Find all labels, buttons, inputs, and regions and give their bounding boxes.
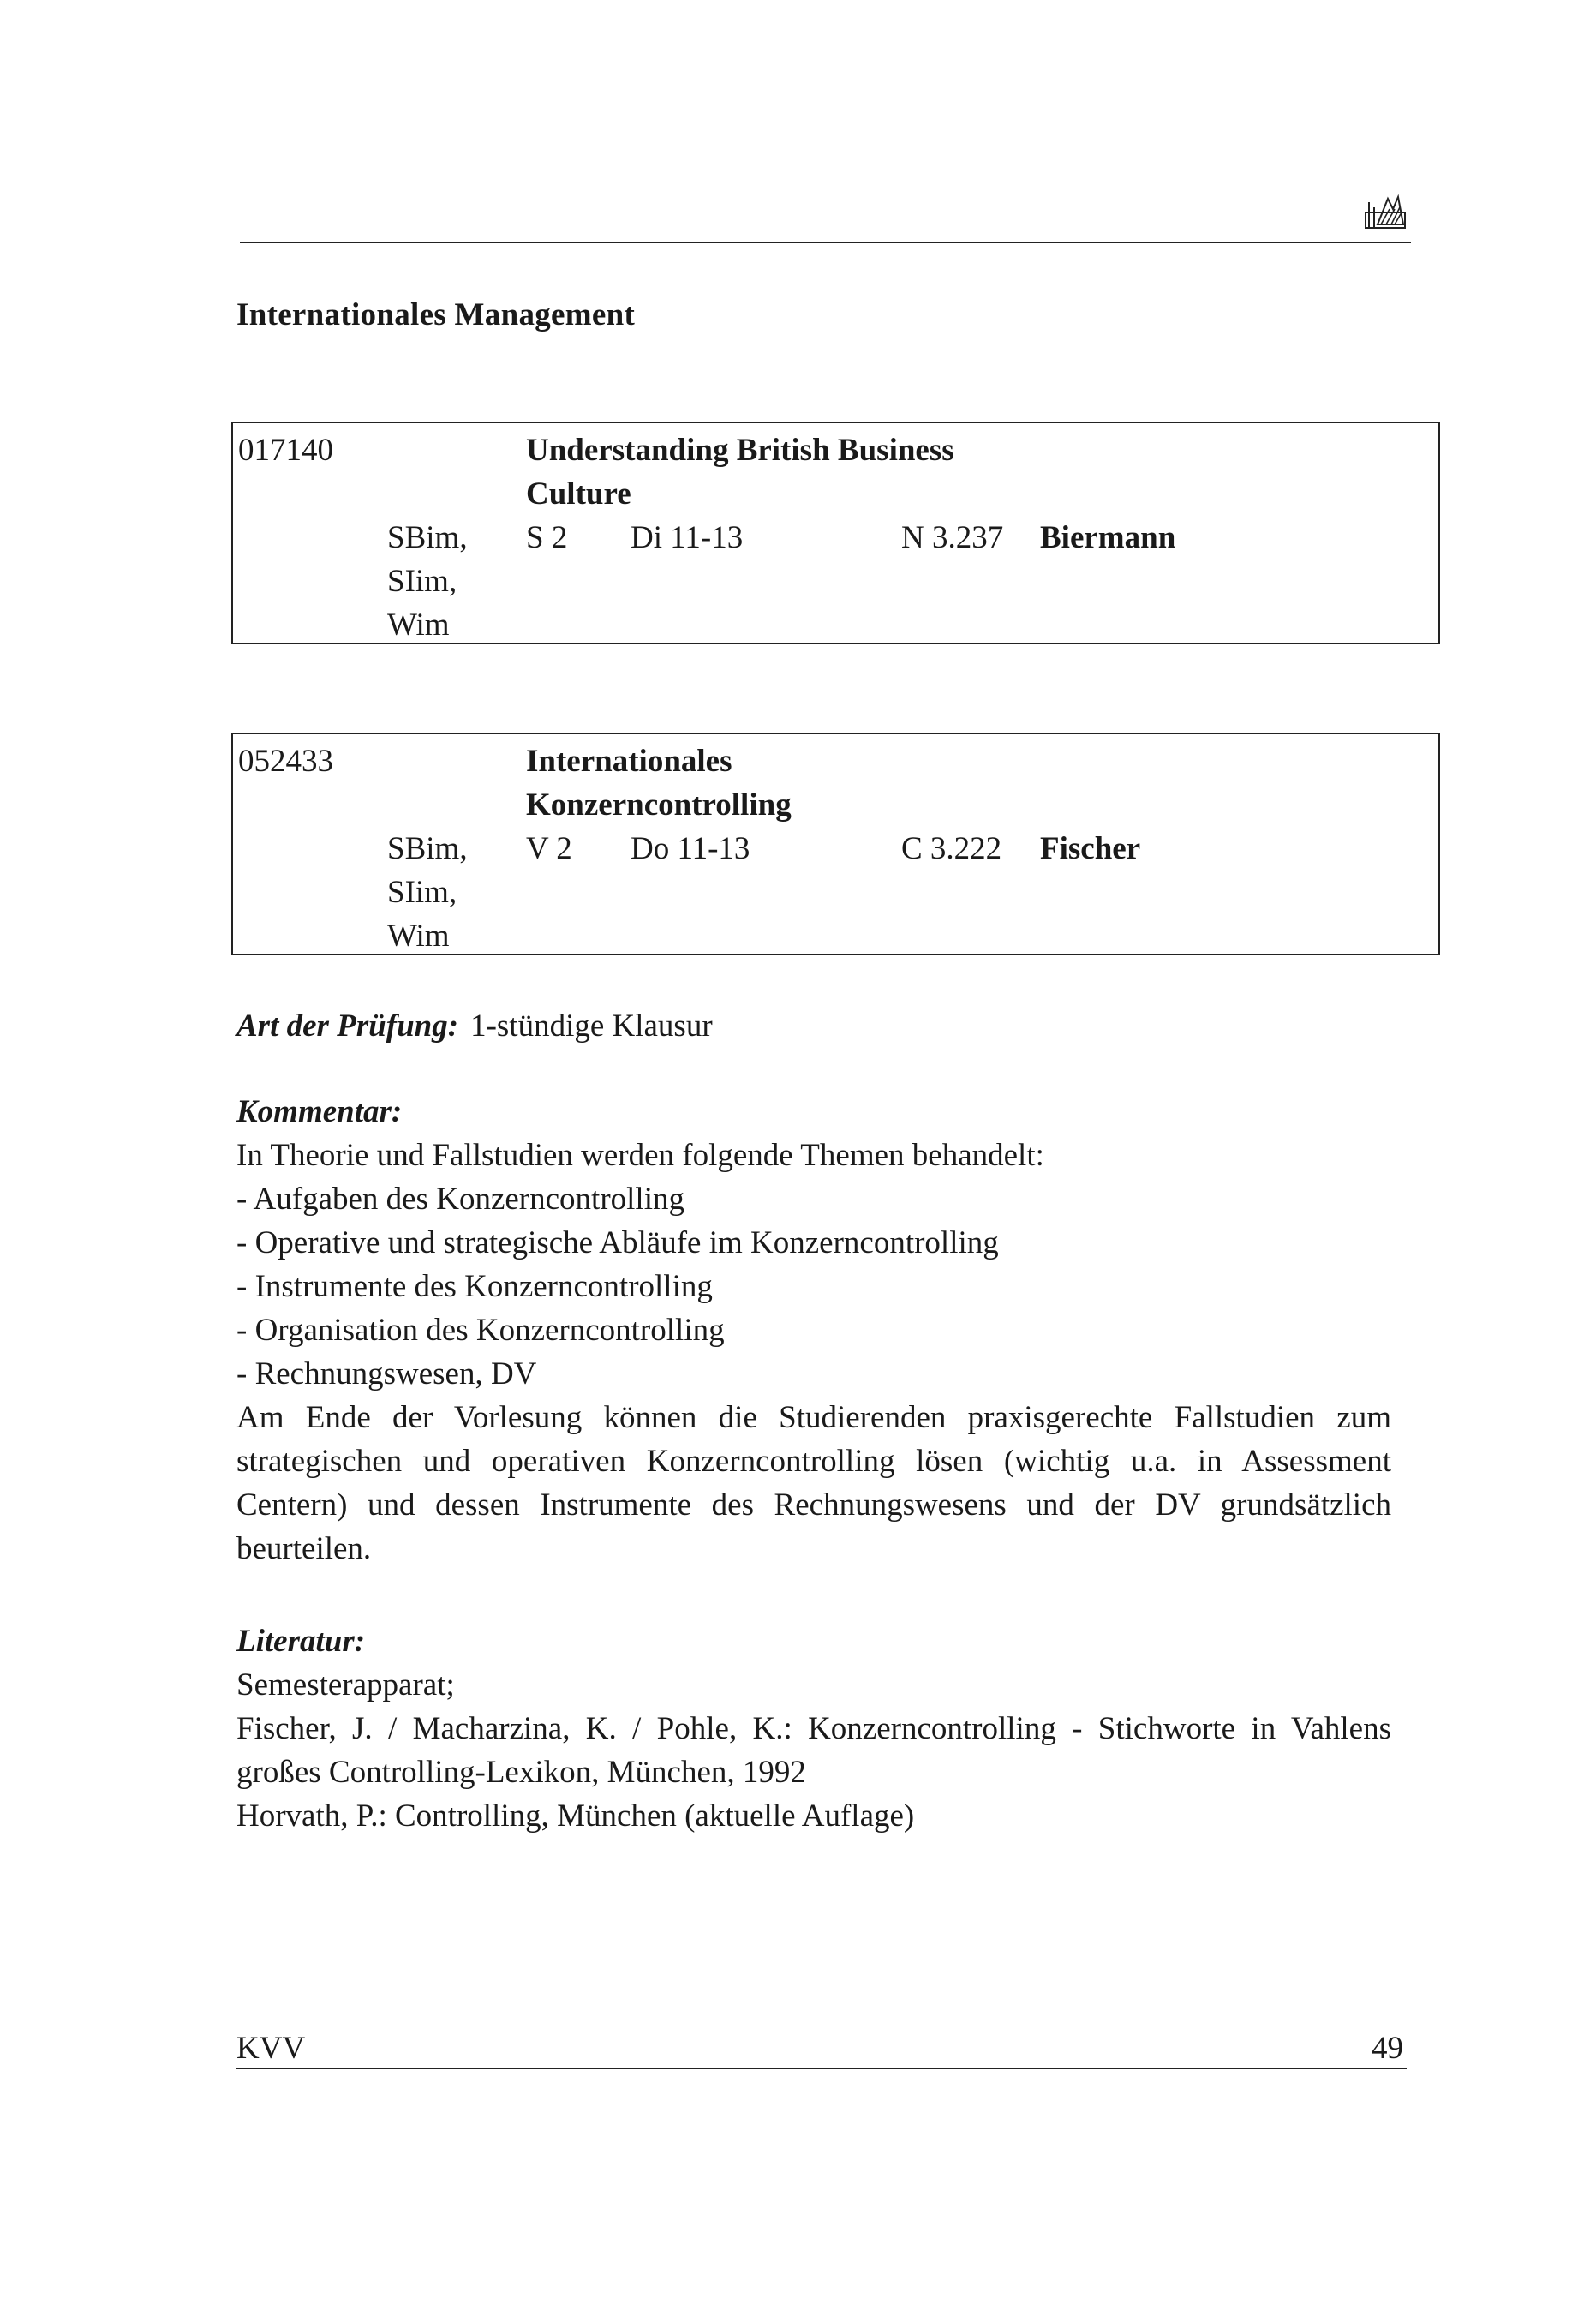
commentary-label: Kommentar:	[236, 1094, 403, 1129]
course-entry	[231, 422, 1440, 644]
topic-item: - Rechnungswesen, DV	[236, 1356, 537, 1391]
program-item: Wim	[387, 919, 450, 954]
course-room: N 3.237	[901, 520, 1004, 555]
topic-item: - Operative und strategische Abläufe im Konzerncontrolling	[236, 1225, 999, 1260]
commentary-section	[236, 1090, 1391, 1571]
course-title	[526, 428, 954, 516]
program-item: SIim,	[387, 875, 457, 910]
course-type: V 2	[526, 831, 572, 866]
commentary-paragraph-line: beurteilen.	[236, 1531, 372, 1566]
commentary-paragraph-line: Centern) und dessen Instrumente des Rechnungswesens und der DV grundsätzlich	[236, 1487, 1391, 1523]
literature-entry: Fischer, J. / Macharzina, K. / Pohle, K.: Konzerncontrolling - Stichworte in Vahlens	[236, 1711, 1391, 1746]
course-programs	[387, 827, 468, 958]
topic-item: - Instrumente des Konzerncontrolling	[236, 1269, 713, 1304]
section-title: Internationales Management	[236, 297, 636, 332]
course-time: Di 11-13	[631, 520, 744, 555]
footer-rule	[236, 2068, 1407, 2069]
course-entry	[231, 733, 1440, 955]
commentary-paragraph-line: strategischen und operativen Konzerncontrolling lösen (wichtig u.a. in Assessment	[236, 1444, 1391, 1479]
exam-type	[236, 1004, 713, 1048]
course-title-line: Culture	[526, 476, 631, 512]
course-programs	[387, 516, 468, 647]
course-number: 052433	[238, 744, 333, 779]
course-lecturer: Fischer	[1040, 831, 1141, 866]
topic-item: - Organisation des Konzerncontrolling	[236, 1313, 725, 1348]
course-title-line: Internationales	[526, 744, 732, 779]
footer-label: KVV	[236, 2031, 306, 2066]
literature-entry: Semesterapparat;	[236, 1667, 455, 1703]
institution-logo-icon	[1364, 190, 1408, 231]
literature-entry: Horvath, P.: Controlling, München (aktuelle Auflage)	[236, 1798, 915, 1834]
exam-type-label: Art der Prüfung:	[236, 1008, 459, 1044]
exam-type-value: 1-stündige Klausur	[470, 1008, 713, 1044]
course-title-line: Understanding British Business	[526, 433, 954, 468]
course-room: C 3.222	[901, 831, 1002, 866]
course-lecturer: Biermann	[1040, 520, 1176, 555]
topic-item: - Aufgaben des Konzerncontrolling	[236, 1182, 684, 1217]
literature-section	[236, 1619, 1391, 1838]
course-type: S 2	[526, 520, 568, 555]
commentary-paragraph-line: Am Ende der Vorlesung können die Studierenden praxisgerechte Fallstudien zum	[236, 1400, 1391, 1435]
program-item: SIim,	[387, 564, 457, 599]
page-number: 49	[1372, 2031, 1403, 2066]
program-item: SBim,	[387, 520, 468, 555]
course-title	[526, 739, 792, 827]
literature-entry: großes Controlling-Lexikon, München, 1992	[236, 1755, 806, 1790]
header-rule	[240, 242, 1411, 243]
program-item: Wim	[387, 607, 450, 643]
course-number: 017140	[238, 433, 333, 468]
course-title-line: Konzerncontrolling	[526, 787, 792, 823]
program-item: SBim,	[387, 831, 468, 866]
course-time: Do 11-13	[631, 831, 750, 866]
literature-label: Literatur:	[236, 1624, 366, 1659]
commentary-intro: In Theorie und Fallstudien werden folgende Themen behandelt:	[236, 1138, 1044, 1173]
